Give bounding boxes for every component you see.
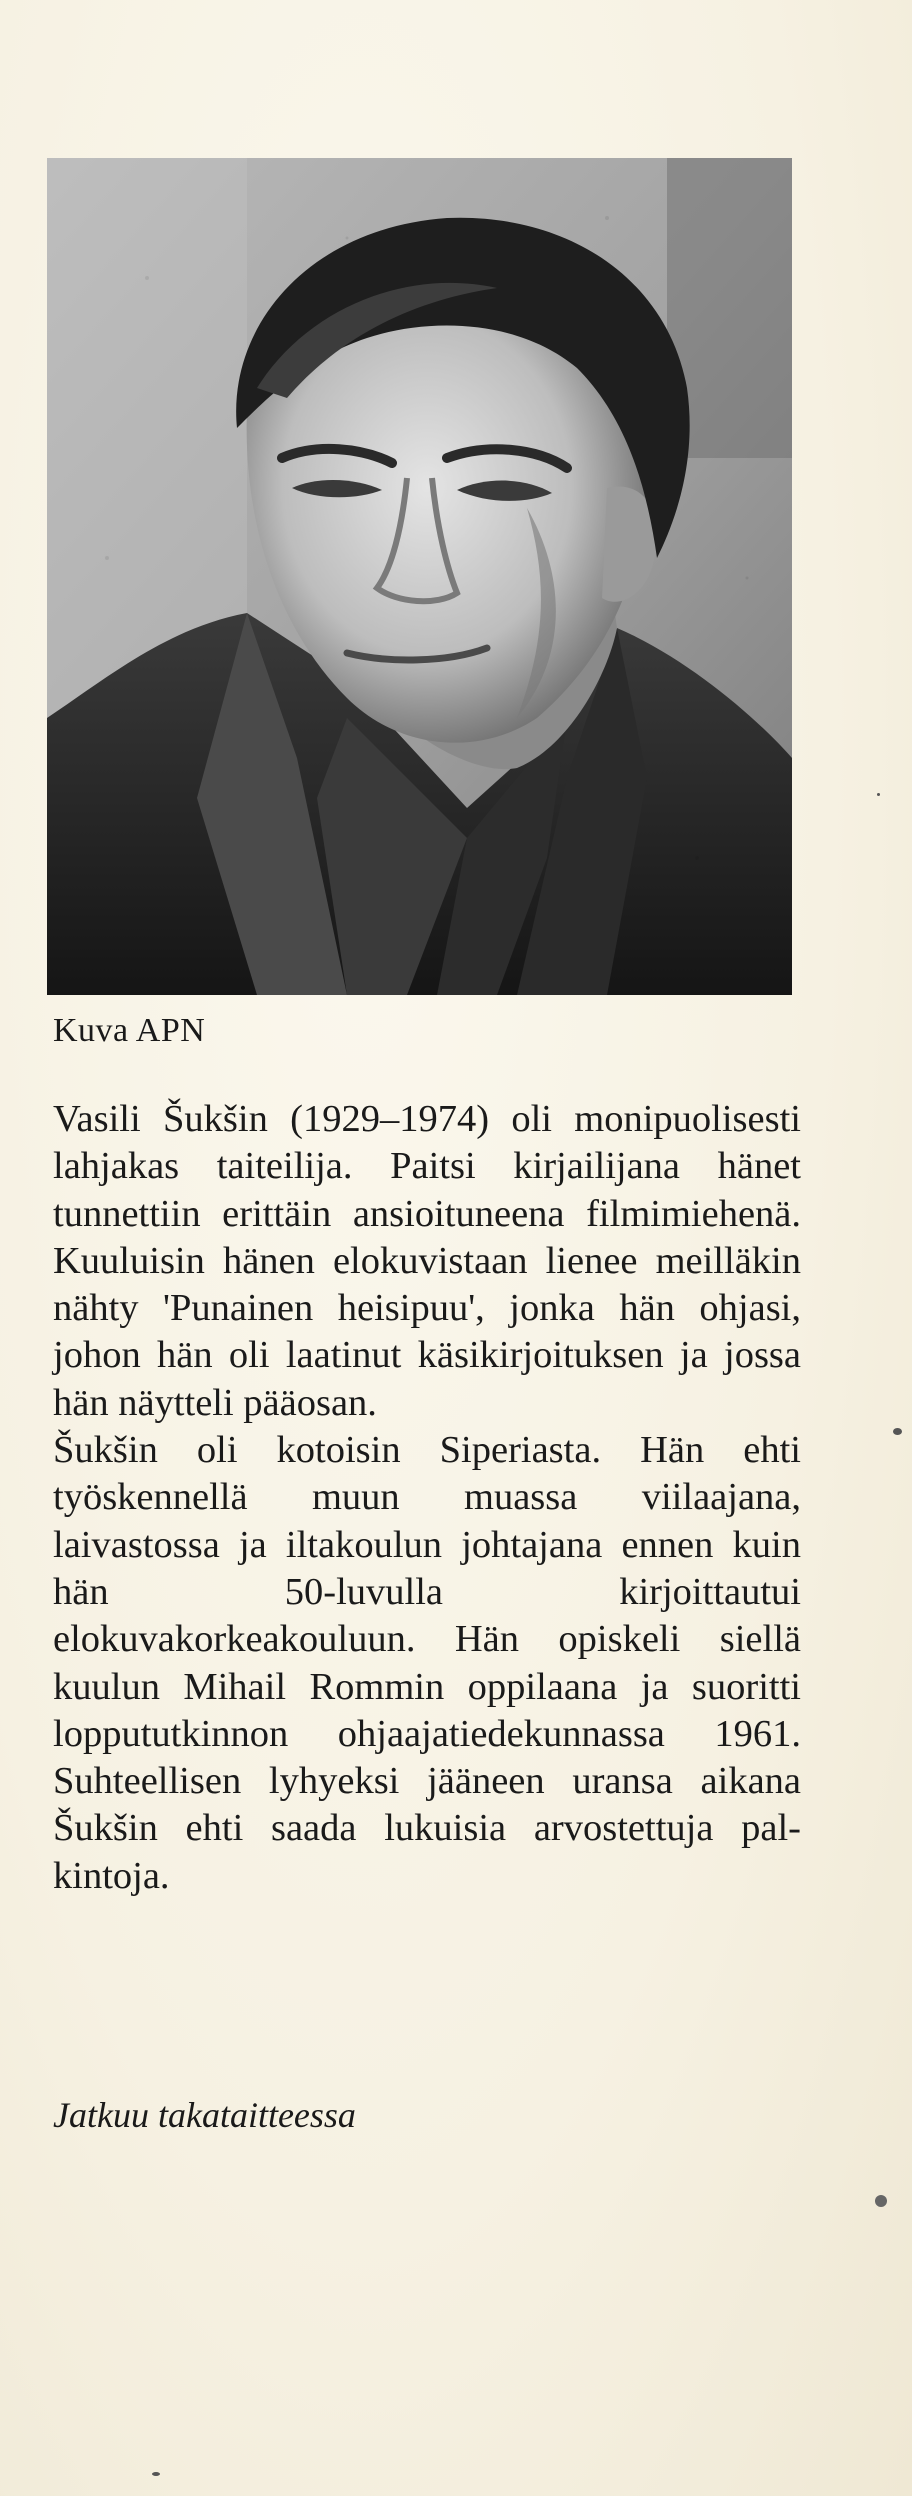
paper-speck bbox=[875, 2195, 887, 2207]
author-portrait-photo bbox=[47, 158, 792, 995]
bio-paragraph-1: Vasili Šukšin (1929–1974) oli monipuolisesti lahjakas taiteilija. Paitsi kirjailijana hänet tunnettiin erittäin ansioituneena filmimiehenä. Kuuluisin hänen elokuvistaan lienee meilläkin nähty 'Punainen heisipuu', jonka hän ohjasi, johon hän oli laatinut käsikirjoituksen ja jossa hän näytteli pääosan. bbox=[53, 1098, 801, 1424]
paper-speck bbox=[893, 1428, 902, 1435]
author-biography bbox=[53, 1096, 801, 1900]
paper-speck bbox=[152, 2472, 160, 2476]
continued-note: Jatkuu takataitteessa bbox=[53, 2095, 356, 2135]
bio-paragraph-2: Šukšin oli kotoisin Siperiasta. Hän ehti työskennellä muun muassa viilaajana, laivastossa ja iltakoulun johtajana ennen kuin hän 50-luvulla kirjoittautui elokuvakorkeakouluun. Hän opiskeli siellä kuulun Mihail Rommin oppilaana ja suoritti loppututkinnon ohjaajatiedekunnassa 1961. Suhteellisen lyhyeksi jääneen uransa aikana Šukšin ehti saada lukuisia arvostettuja palkintoja. bbox=[53, 1429, 801, 1897]
photo-credit: Kuva APN bbox=[53, 1012, 206, 1049]
paper-speck bbox=[877, 793, 880, 796]
portrait-illustration bbox=[47, 158, 792, 995]
